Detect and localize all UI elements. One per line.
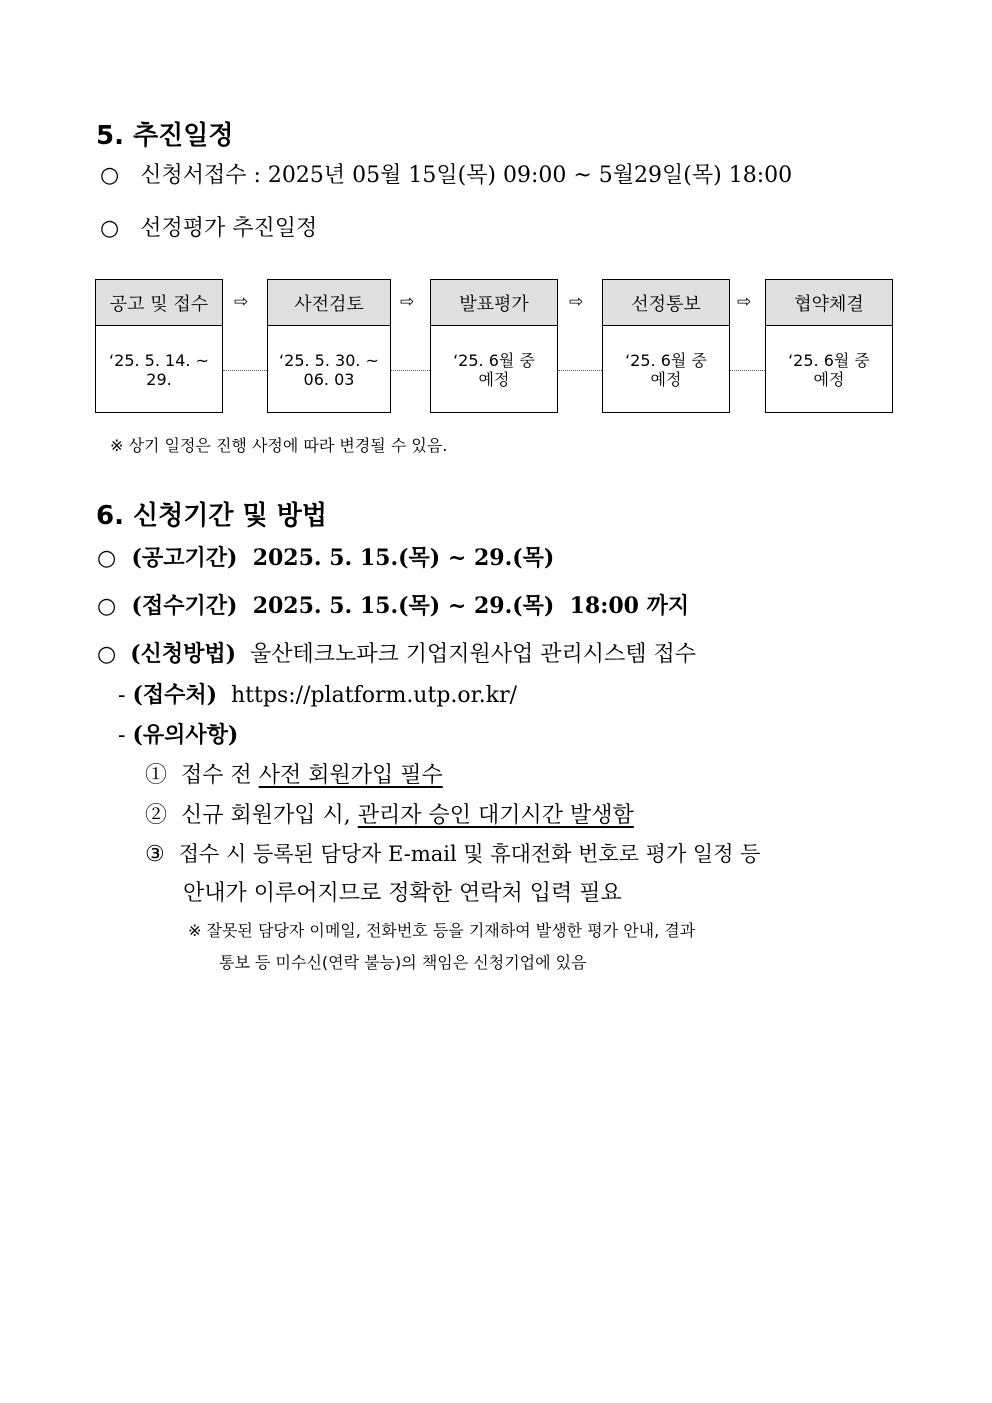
flow-step-title: 공고 및 접수 [96,280,222,326]
dash-mark: - [118,723,126,748]
caution-header [118,718,238,749]
bullet-mark: ○ [97,546,117,571]
announcement-period-label: (공고기간) [131,545,238,571]
flow-step-title: 사전검토 [268,280,390,326]
caution-1-text: 접수 전 [181,763,259,788]
caution-2-text: 신규 회원가입 시, [181,803,358,828]
connector-line [558,370,602,371]
circled-number-1: ① [145,763,168,788]
flow-step-date: ‘25. 6월 중 예정 [625,350,707,389]
flow-step-prereview [267,279,391,413]
caution-1-emphasis: 사전 회원가입 필수 [258,763,443,788]
section-6-heading: 6. 신청기간 및 방법 [96,501,327,531]
caution-2-emphasis: 관리자 승인 대기시간 발생함 [357,803,634,828]
caution-item-2 [145,798,634,829]
right-arrow-icon: ⇨ [569,292,584,312]
bullet-mark: ○ [100,216,120,241]
caution-3-text-line1: 접수 시 등록된 담당자 E-mail 및 휴대전화 번호로 평가 일정 등 [178,842,761,866]
circled-number-3: ③ [145,842,165,867]
application-method [97,637,696,668]
announcement-period [97,541,554,572]
receipt-period-text: 신청서접수 : 2025년 05월 15일(목) 09:00 ~ 5월29일(목) 18:00 [140,163,793,188]
flow-step-date: ‘25. 5. 14. ~ 29. [109,350,209,389]
schedule-bullet-receipt [100,158,792,189]
right-arrow-icon: ⇨ [400,292,415,312]
bullet-mark: ○ [100,163,120,188]
caution-label: (유의사항) [132,722,239,748]
receipt-period-label: (접수기간) [131,593,238,619]
receipt-url-link[interactable]: https://platform.utp.or.kr/ [231,683,517,708]
footnote-line-2: 통보 등 미수신(연락 불능)의 책임은 신청기업에 있음 [219,953,587,972]
dash-mark: - [118,683,126,708]
receipt-location [118,678,517,709]
receipt-location-label: (접수처) [132,682,218,708]
connector-line [730,370,765,371]
circled-number-2: ② [145,803,168,828]
flow-step-title: 협약체결 [766,280,892,326]
schedule-bullet-evaluation [100,211,317,242]
caution-item-3 [145,838,760,868]
right-arrow-icon: ⇨ [737,292,752,312]
schedule-change-note: ※ 상기 일정은 진행 사정에 따라 변경될 수 있음. [110,436,448,455]
flow-step-title: 선정통보 [603,280,729,326]
flow-step-date: ‘25. 6월 중 예정 [788,350,870,389]
caution-3-text-line2: 안내가 이루어지므로 정확한 연락처 입력 필요 [183,881,622,906]
footnote-line-1: ※ 잘못된 담당자 이메일, 전화번호 등을 기재하여 발생한 평가 안내, 결과 [188,921,696,940]
bullet-mark: ○ [97,594,117,619]
right-arrow-icon: ⇨ [234,292,249,312]
flow-step-announcement [95,279,223,413]
announcement-period-value: 2025. 5. 15.(목) ~ 29.(목) [252,545,555,571]
flow-step-date: ‘25. 6월 중 예정 [453,350,535,389]
flow-step-date: ‘25. 5. 30. ~ 06. 03 [279,350,379,389]
application-method-label: (신청방법) [130,641,237,667]
connector-line [391,370,430,371]
section-5-heading: 5. 추진일정 [96,121,234,151]
caution-item-1 [145,758,443,789]
flow-step-title: 발표평가 [431,280,557,326]
flow-step-presentation [430,279,558,413]
receipt-period-value: 2025. 5. 15.(목) ~ 29.(목) 18:00 까지 [252,593,690,619]
application-method-value: 울산테크노파크 기업지원사업 관리시스템 접수 [250,642,697,667]
flow-step-agreement [765,279,893,413]
evaluation-schedule-text: 선정평가 추진일정 [140,216,318,241]
flow-step-notification [602,279,730,413]
bullet-mark: ○ [97,642,117,667]
receipt-period [97,589,689,620]
connector-line [223,370,267,371]
